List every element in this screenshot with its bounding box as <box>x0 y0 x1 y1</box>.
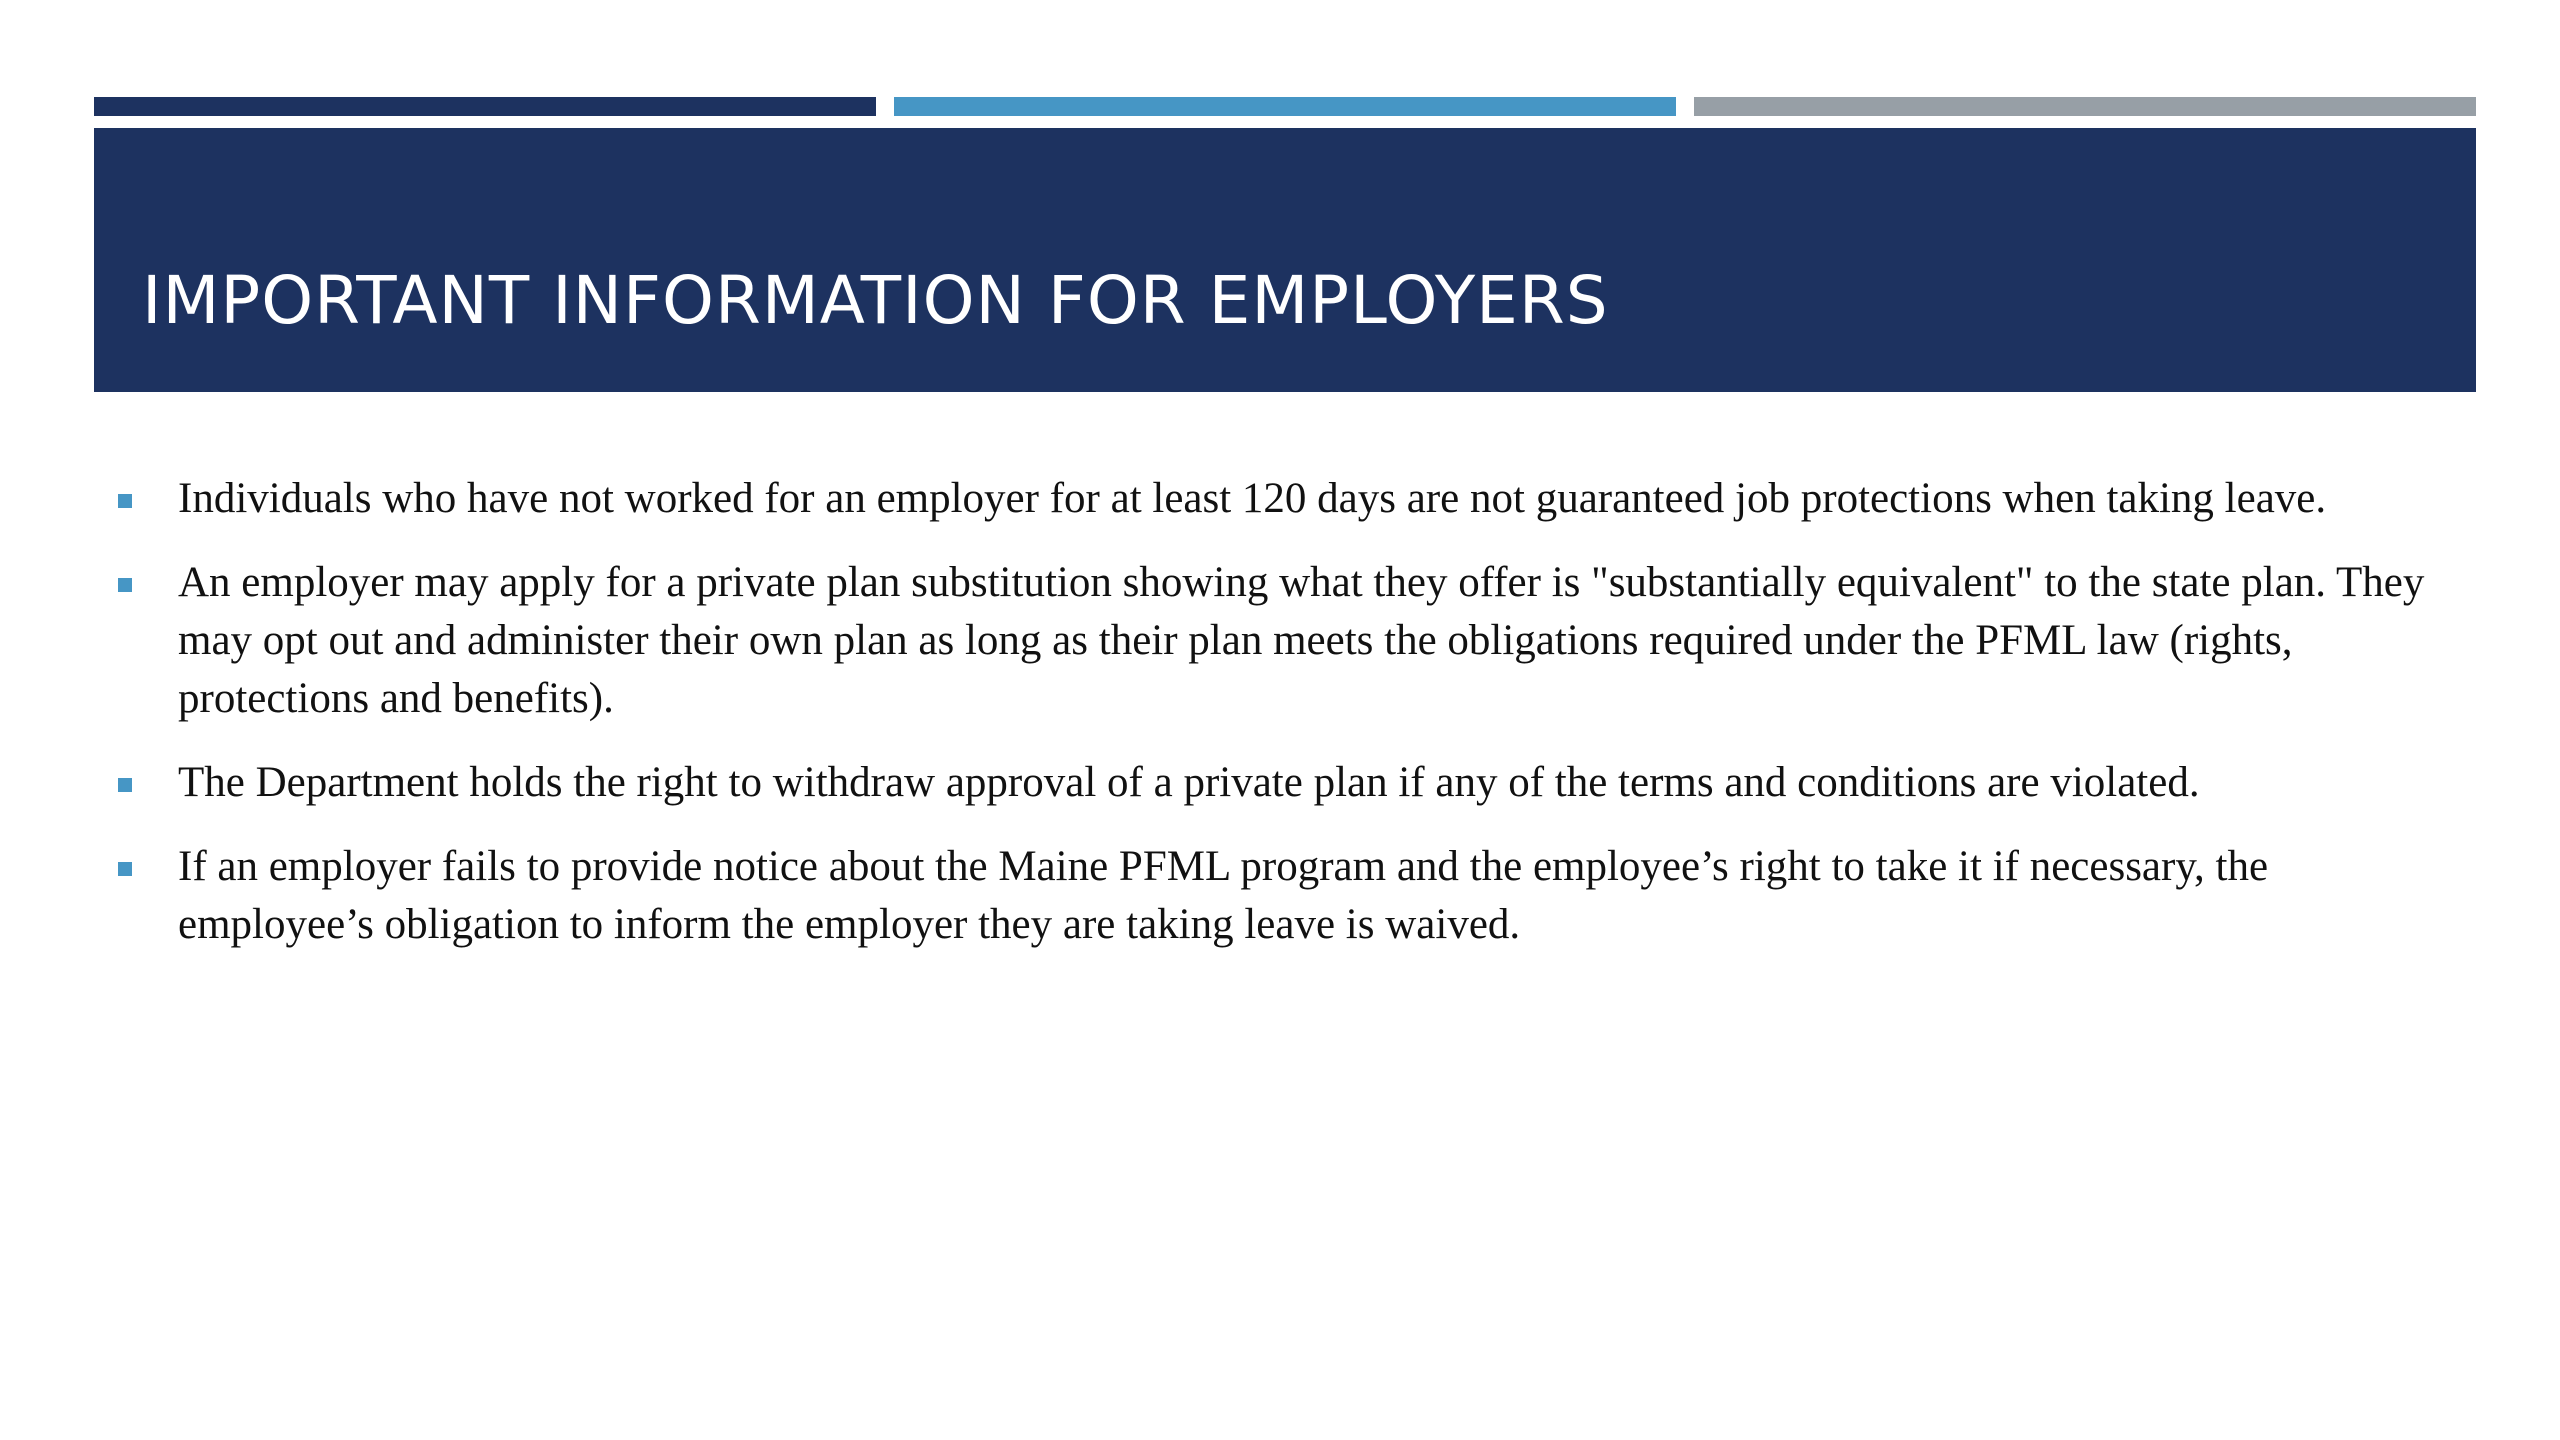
accent-bar-gray <box>1694 97 2476 116</box>
bullet-item <box>110 470 2470 528</box>
square-bullet-icon <box>118 778 132 792</box>
bullet-list <box>110 470 2470 980</box>
bullet-text: If an employer fails to provide notice about the Maine PFML program and the employee’s right to take it if necessary, the employee’s obligation to inform the employer they are taking leave is waived. <box>178 843 2269 948</box>
title-banner <box>94 128 2476 392</box>
bullet-item <box>110 754 2470 812</box>
slide-title: IMPORTANT INFORMATION FOR EMPLOYERS <box>142 262 1609 339</box>
square-bullet-icon <box>118 862 132 876</box>
accent-bar-blue <box>894 97 1676 116</box>
square-bullet-icon <box>118 578 132 592</box>
bullet-item <box>110 838 2470 954</box>
bullet-text: The Department holds the right to withdraw approval of a private plan if any of the terms and conditions are violated. <box>178 759 2200 806</box>
bullet-item <box>110 554 2470 728</box>
bullet-text: Individuals who have not worked for an employer for at least 120 days are not guaranteed job protections when taking leave. <box>178 475 2327 522</box>
bullet-text: An employer may apply for a private plan substitution showing what they offer is "substantially equivalent" to the state plan. They may opt out and administer their own plan as long as their plan meets the obligations required under the PFML law (rights, protections and benefits). <box>178 559 2425 722</box>
square-bullet-icon <box>118 494 132 508</box>
accent-bar-navy <box>94 97 876 116</box>
